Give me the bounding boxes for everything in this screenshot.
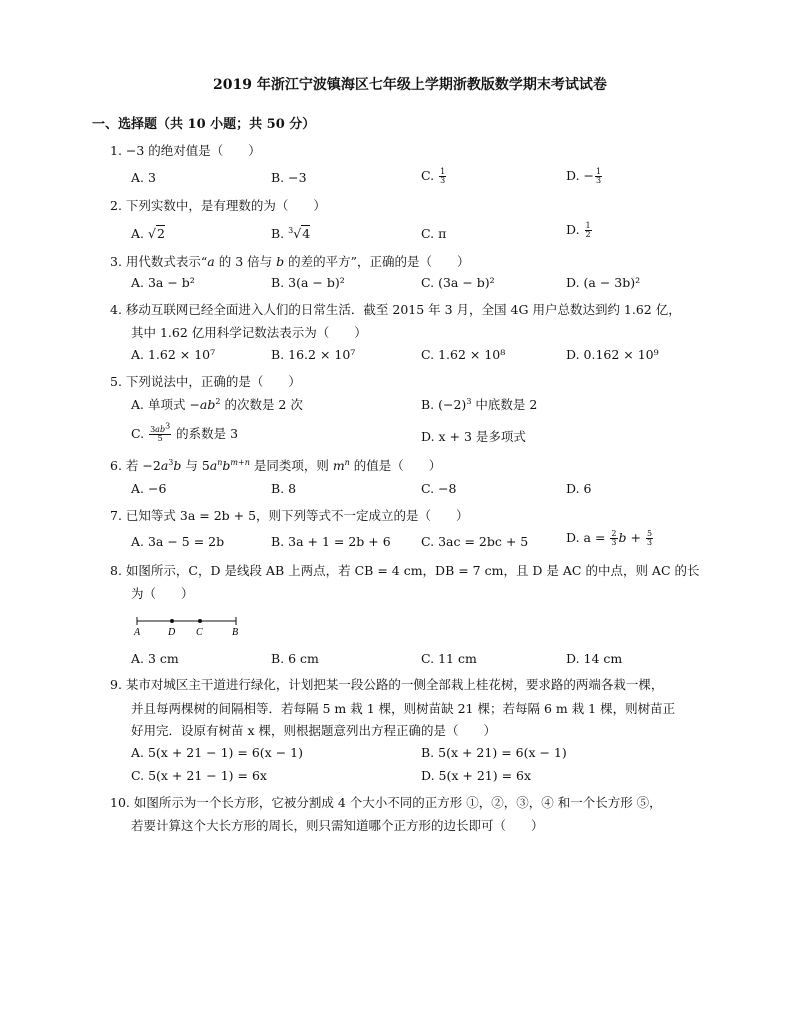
option-a: A. 3 cm [131,651,179,666]
option-c: C. π [421,226,447,241]
option-d: D. 5(x + 21) = 6x [421,768,532,783]
option-c: C. $\frac{1}{3}$ [421,167,446,185]
label-a: A [134,627,141,638]
question-stem: 7. 已知等式 3a = 2b + 5，则下列等式不一定成立的是（ ） [110,508,469,523]
option-a: A. 1.62 × 10⁷ [131,347,216,362]
question-stem: 3. 用代数式表示“a 的 3 倍与 b 的差的平方”，正确的是（ ） [110,254,470,269]
label-d: D [168,627,176,638]
option-b: B. $(-2)^3$ 中底数是 2 [421,396,538,412]
question-stem-line-1: 8. 如图所示，C，D 是线段 AB 上两点，若 CB = 4 cm，DB = 7 cm，且 D 是 AC 的中点，则 AC 的长 [110,563,700,578]
option-c: C. 1.62 × 10⁸ [421,347,506,362]
option-d: D. a = $\frac{2}{3}$ b + $\frac{5}{3}$ [566,529,653,547]
option-b: B. 16.2 × 10⁷ [271,347,356,362]
option-b: B. 6 cm [271,651,319,666]
option-b: B. −3 [271,170,307,185]
option-c: C. 11 cm [421,651,477,666]
option-c: C. 3ac = 2bc + 5 [421,534,529,549]
label-c: C [196,627,203,638]
option-d: D. x + 3 是多项式 [421,429,526,444]
point-c [198,619,202,623]
option-c: C. $\frac{3ab^3}{5}$ 的系数是 3 [131,421,239,443]
option-a: A. √2 [131,226,165,241]
label-b: B [232,627,239,638]
question-stem: 1. −3 的绝对值是（ ） [110,143,261,158]
option-a: A. −6 [131,481,167,496]
option-a: A. 3a − 5 = 2b [131,534,225,549]
option-b: B. 5(x + 21) = 6(x − 1) [421,745,567,760]
option-b: B. 8 [271,481,297,496]
option-c: C. 5(x + 21 − 1) = 6x [131,768,267,783]
question-stem-line-2: 并且每两棵树的间隔相等．若每隔 5 m 栽 1 棵，则树苗缺 21 棵；若每隔 6 m 栽 1 棵，则树苗正 [131,701,676,716]
option-a: A. 3 [131,170,156,185]
option-d: D. 6 [566,481,592,496]
option-d: D. $\frac{1}{2}$ [566,221,591,239]
question-stem-line-2: 为（ ） [131,586,194,601]
question-stem: 2. 下列实数中，是有理数的为（ ） [110,198,326,213]
question-stem-line-1: 10. 如图所示为一个长方形，它被分割成 4 个大小不同的正方形 ①，②，③，④ 和一个长方形 ⑤， [110,795,662,810]
option-b: B. 3(a − b)² [271,275,345,290]
option-b: B. $^3$√4 [271,225,311,241]
question-stem-line-1: 4. 移动互联网已经全面进入人们的日常生活．截至 2015 年 3 月，全国 4G 用户总数达到约 1.62 亿， [110,302,681,317]
question-stem: 6. 若 $-2a^3b$ 与 $5a^nb^{m+n}$ 是同类项，则 $m^n$ 的值是（ ） [110,457,442,473]
question-stem-line-2: 若要计算这个大长方形的周长，则只需知道哪个正方形的边长即可（ ） [131,818,544,833]
point-d [170,619,174,623]
question-stem: 5. 下列说法中，正确的是（ ） [110,374,301,389]
option-a: A. 3a − b² [131,275,195,290]
option-c: C. −8 [421,481,457,496]
option-a: A. 5(x + 21 − 1) = 6(x − 1) [131,745,303,760]
question-stem-line-2: 其中 1.62 亿用科学记数法表示为（ ） [131,325,367,340]
page-title: 2019 年浙江宁波镇海区七年级上学期浙教版数学期末考试试卷 [213,77,607,93]
option-b: B. 3a + 1 = 2b + 6 [271,534,391,549]
segment-figure [132,613,244,641]
option-d: D. 0.162 × 10⁹ [566,347,659,362]
section-heading: 一、选择题（共 10 小题；共 50 分） [92,117,316,132]
question-stem-line-3: 好用完．设原有树苗 x 棵，则根据题意列出方程正确的是（ ） [131,723,496,738]
option-d: D. 14 cm [566,651,623,666]
option-a: A. 单项式 $-ab^2$ 的次数是 2 次 [131,396,303,412]
option-d: D. − $\frac{1}{3}$ [566,167,602,185]
question-stem-line-1: 9. 某市对城区主干道进行绿化，计划把某一段公路的一侧全部栽上桂花树，要求路的两端各栽一棵， [110,677,664,692]
option-c: C. (3a − b)² [421,275,495,290]
option-d: D. (a − 3b)² [566,275,641,290]
